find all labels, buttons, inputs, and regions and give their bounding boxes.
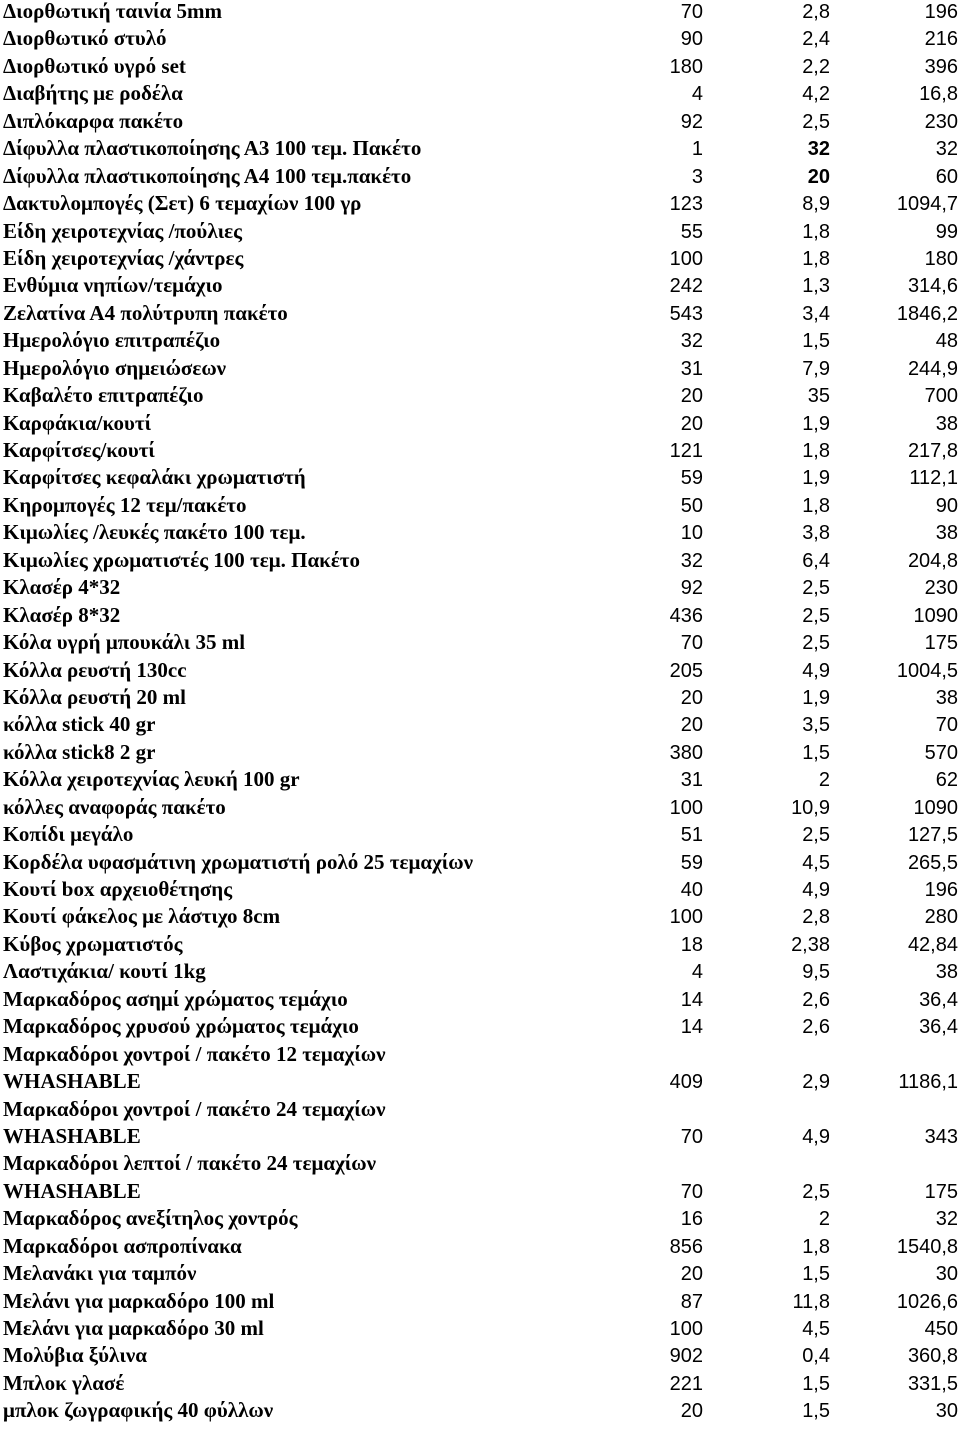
item-name	[3, 247, 643, 269]
item-name	[3, 796, 643, 818]
item-name	[3, 1317, 643, 1339]
item-quantity: 10	[680, 522, 703, 545]
item-name	[3, 0, 643, 22]
item-total: 38	[935, 522, 958, 545]
item-unit-price: 1,5	[802, 330, 830, 353]
table-row	[0, 686, 960, 713]
item-name	[3, 1344, 643, 1366]
item-quantity: 543	[669, 302, 703, 325]
item-quantity: 59	[680, 467, 703, 490]
table-row	[0, 878, 960, 905]
item-unit-price: 1,5	[802, 1263, 830, 1286]
item-name-line: Κιμωλίες χρωματιστές 100 τεμ. Πακέτο	[3, 547, 360, 572]
table-row	[0, 741, 960, 768]
item-quantity: 3	[691, 165, 703, 188]
item-total: 230	[924, 577, 958, 600]
item-quantity: 90	[680, 28, 703, 51]
item-quantity: 123	[669, 193, 703, 216]
item-quantity: 242	[669, 275, 703, 298]
item-total: 1186,1	[898, 1071, 958, 1094]
item-unit-price: 2,2	[802, 55, 830, 78]
item-name-line: κόλλα stick 40 gr	[3, 712, 156, 737]
item-name	[3, 110, 643, 132]
item-quantity: 180	[669, 55, 703, 78]
item-total: 700	[924, 385, 958, 408]
item-name-line: Διορθωτική ταινία 5mm	[3, 0, 223, 23]
item-unit-price: 1,8	[802, 220, 830, 243]
item-unit-price: 1,9	[802, 412, 830, 435]
item-name	[3, 412, 643, 434]
item-name	[3, 439, 643, 461]
item-name-line: Δίφυλλα πλαστικοποίησης Α4 100 τεμ.πακέτο	[3, 163, 412, 188]
item-total: 265,5	[907, 851, 958, 874]
table-row	[0, 1098, 960, 1153]
item-unit-price: 1,9	[802, 686, 830, 709]
item-total: 99	[935, 220, 958, 243]
table-row	[0, 357, 960, 384]
item-name-line: Μελανάκι για ταμπόν	[3, 1261, 197, 1286]
item-name-line: Κοπίδι μεγάλο	[3, 822, 134, 847]
item-total: 48	[935, 330, 958, 353]
item-name-line: Καρφίτσες κεφαλάκι χρωματιστή	[3, 465, 306, 490]
item-quantity: 20	[680, 714, 703, 737]
item-name-line: Κόλλα ρευστή 20 ml	[3, 684, 187, 709]
item-quantity: 205	[669, 659, 703, 682]
table-row	[0, 220, 960, 247]
table-row	[0, 576, 960, 603]
item-name-line: Ενθύμια νηπίων/τεμάχιο	[3, 273, 223, 298]
item-total: 1026,6	[896, 1290, 958, 1313]
item-name	[3, 1098, 643, 1147]
item-name	[3, 576, 643, 598]
item-unit-price: 2,5	[802, 110, 830, 133]
item-total: 42,84	[907, 933, 958, 956]
item-quantity: 50	[680, 494, 703, 517]
item-unit-price: 1,3	[802, 275, 830, 298]
item-total: 1090	[913, 796, 958, 819]
item-name-line-2: WHASHABLE	[3, 1178, 141, 1203]
table-row	[0, 713, 960, 740]
item-quantity: 20	[680, 385, 703, 408]
item-name-line: Κλασέρ 4*32	[3, 575, 121, 600]
table-row	[0, 1317, 960, 1344]
item-total: 196	[924, 1, 958, 23]
item-unit-price: 2,8	[802, 906, 830, 929]
item-quantity: 14	[680, 1016, 703, 1039]
item-name-line: Καρφίτσες/κουτί	[3, 438, 155, 462]
item-name-line: Μπλοκ γλασέ	[3, 1370, 125, 1395]
item-name-line: Διπλόκαρφα πακέτο	[3, 108, 184, 133]
item-name-line: μπλοκ ζωγραφικής 40 φύλλων	[3, 1398, 274, 1423]
item-unit-price: 11,8	[792, 1290, 830, 1313]
item-name-line: Κόλα υγρή μπουκάλι 35 ml	[3, 630, 246, 655]
item-name	[3, 27, 643, 49]
item-unit-price: 32	[807, 138, 830, 161]
item-quantity: 100	[669, 247, 703, 270]
item-quantity: 4	[691, 83, 703, 106]
item-total: 314,6	[907, 275, 958, 298]
item-total: 1090	[913, 604, 958, 627]
table-row	[0, 768, 960, 795]
item-unit-price: 2,5	[802, 632, 830, 655]
item-total: 38	[935, 686, 958, 709]
item-name	[3, 549, 643, 571]
item-name-line: Δίφυλλα πλαστικοποίησης Α3 100 τεμ. Πακέτο	[3, 136, 422, 161]
item-name	[3, 659, 643, 681]
item-unit-price: 3,8	[802, 522, 830, 545]
item-unit-price: 1,8	[802, 440, 830, 462]
item-name	[3, 960, 643, 982]
item-unit-price: 2,38	[791, 933, 830, 956]
item-name-line: Καβαλέτο επιτραπέζιο	[3, 383, 204, 408]
item-quantity: 70	[680, 1125, 703, 1148]
item-name-line: Κορδέλα υφασμάτινη χρωματιστή ρολό 25 τεμαχίων	[3, 849, 474, 874]
item-name-line: Ημερολόγιο επιτραπέζιο	[3, 328, 221, 353]
item-total: 230	[924, 110, 958, 133]
item-name	[3, 604, 643, 626]
item-unit-price: 3,5	[802, 714, 830, 737]
item-total: 60	[935, 165, 958, 188]
item-quantity: 100	[669, 1318, 703, 1341]
item-name	[3, 905, 643, 927]
item-name	[3, 768, 643, 790]
item-unit-price: 1,8	[802, 247, 830, 270]
item-unit-price: 1,8	[802, 494, 830, 517]
table-row	[0, 494, 960, 521]
item-name-line: Διορθωτικό στυλό	[3, 26, 167, 51]
item-quantity: 20	[680, 686, 703, 709]
table-row	[0, 1207, 960, 1234]
table-row	[0, 247, 960, 274]
item-name-line: Μαρκαδόροι λεπτοί / πακέτο 24 τεμαχίων	[3, 1151, 377, 1176]
item-name	[3, 988, 643, 1010]
table-row	[0, 1290, 960, 1317]
item-unit-price: 20	[807, 165, 830, 188]
item-unit-price: 2,5	[802, 1180, 830, 1203]
item-name-line: Διαβήτης με ροδέλα	[3, 81, 183, 106]
item-total: 112,1	[909, 467, 958, 490]
item-quantity: 70	[680, 1, 703, 23]
item-quantity: 31	[680, 357, 703, 380]
item-name-line: Κύβος χρωματιστός	[3, 931, 183, 956]
item-unit-price: 1,5	[802, 1400, 830, 1423]
item-total: 343	[924, 1125, 958, 1148]
table-row	[0, 796, 960, 823]
item-quantity: 55	[680, 220, 703, 243]
item-unit-price: 8,9	[802, 193, 830, 216]
item-name-line: Καρφάκια/κουτί	[3, 410, 152, 435]
item-unit-price: 2,8	[802, 1, 830, 23]
item-total: 360,8	[907, 1345, 958, 1368]
item-name	[3, 384, 643, 406]
item-total: 127,5	[907, 824, 958, 847]
item-total: 175	[924, 1180, 958, 1203]
item-unit-price: 4,5	[802, 1318, 830, 1341]
item-quantity: 32	[680, 330, 703, 353]
item-unit-price: 3,4	[802, 302, 830, 325]
item-total: 32	[935, 1208, 958, 1231]
table-row	[0, 55, 960, 82]
table-row	[0, 1235, 960, 1262]
table-row	[0, 933, 960, 960]
item-unit-price: 2	[818, 1208, 830, 1231]
table-row	[0, 823, 960, 850]
item-total: 570	[924, 741, 958, 764]
item-quantity: 87	[680, 1290, 703, 1313]
item-total: 30	[935, 1400, 958, 1423]
item-name-line: Διορθωτικό υγρό set	[3, 53, 186, 78]
item-total: 1004,5	[896, 659, 958, 682]
item-name-line: Μελάνι για μαρκαδόρο 100 ml	[3, 1288, 275, 1313]
item-total: 216	[924, 28, 958, 51]
item-name-line: Μαρκαδόροι χοντροί / πακέτο 24 τεμαχίων	[3, 1096, 386, 1121]
item-quantity: 856	[669, 1235, 703, 1258]
table-row	[0, 82, 960, 109]
table-row	[0, 988, 960, 1015]
item-name	[3, 192, 643, 214]
item-unit-price: 7,9	[802, 357, 830, 380]
item-name-line: Μαρκαδόρος ανεξίτηλος χοντρός	[3, 1206, 298, 1231]
item-name-line: Λαστιχάκια/ κουτί 1kg	[3, 959, 206, 984]
item-total: 180	[924, 247, 958, 270]
item-name	[3, 1262, 643, 1284]
table-row	[0, 549, 960, 576]
table-row	[0, 439, 960, 466]
item-total: 196	[924, 879, 958, 901]
item-unit-price: 9,5	[802, 961, 830, 984]
item-quantity: 20	[680, 1400, 703, 1423]
item-total: 32	[935, 138, 958, 161]
item-unit-price: 2	[818, 769, 830, 792]
item-total: 90	[935, 494, 958, 517]
item-name	[3, 357, 643, 379]
item-total: 36,4	[919, 1016, 958, 1039]
item-name-line: Μαρκαδόρος ασημί χρώματος τεμάχιο	[3, 986, 348, 1011]
item-unit-price: 2,5	[802, 604, 830, 627]
item-unit-price: 10,9	[791, 796, 830, 819]
table-row	[0, 384, 960, 411]
item-name-line-2: WHASHABLE	[3, 1123, 141, 1148]
item-name	[3, 274, 643, 296]
item-name-line: Είδη χειροτεχνίας /χάντρες	[3, 245, 244, 270]
item-name	[3, 851, 643, 873]
item-name	[3, 466, 643, 488]
item-total: 1846,2	[896, 302, 958, 325]
item-name-line: Κλασέρ 8*32	[3, 602, 121, 627]
table-row	[0, 110, 960, 137]
item-name	[3, 878, 643, 900]
item-total: 331,5	[907, 1372, 958, 1395]
item-unit-price: 1,8	[802, 1235, 830, 1258]
table-row	[0, 521, 960, 548]
table-row	[0, 0, 960, 27]
table-row	[0, 631, 960, 658]
item-name-line: Κιμωλίες /λευκές πακέτο 100 τεμ.	[3, 520, 306, 545]
item-name-line: Μαρκαδόρος χρυσού χρώματος τεμάχιο	[3, 1014, 359, 1039]
item-name-line: κόλλα stick8 2 gr	[3, 739, 156, 764]
item-name-line: Ημερολόγιο σημειώσεων	[3, 355, 227, 380]
item-quantity: 70	[680, 632, 703, 655]
item-quantity: 59	[680, 851, 703, 874]
item-total: 30	[935, 1263, 958, 1286]
table-row	[0, 412, 960, 439]
item-name	[3, 1399, 643, 1421]
item-name-line: Είδη χειροτεχνίας /πούλιες	[3, 218, 242, 243]
item-quantity: 32	[680, 549, 703, 572]
item-name	[3, 1372, 643, 1394]
table-row	[0, 1372, 960, 1399]
item-unit-price: 2,6	[802, 988, 830, 1011]
item-unit-price: 1,5	[802, 741, 830, 764]
table-row	[0, 137, 960, 164]
item-quantity: 51	[680, 824, 703, 847]
item-name-line: Μαρκαδόροι ασπροπίνακα	[3, 1233, 242, 1258]
item-name	[3, 1235, 643, 1257]
item-unit-price: 4,9	[802, 879, 830, 901]
item-name-line: Κόλλα χειροτεχνίας λευκή 100 gr	[3, 767, 300, 792]
item-unit-price: 0,4	[802, 1345, 830, 1368]
item-total: 16,8	[919, 83, 958, 106]
table-row	[0, 1344, 960, 1371]
item-quantity: 902	[669, 1345, 703, 1368]
item-unit-price: 1,9	[802, 467, 830, 490]
item-name-line: Μελάνι για μαρκαδόρο 30 ml	[3, 1316, 264, 1341]
table-row	[0, 659, 960, 686]
item-total: 1540,8	[896, 1235, 958, 1258]
table-row	[0, 1043, 960, 1098]
item-unit-price: 2,9	[802, 1071, 830, 1094]
item-quantity: 100	[669, 906, 703, 929]
table-row	[0, 165, 960, 192]
item-total: 450	[924, 1318, 958, 1341]
item-quantity: 40	[680, 879, 703, 901]
table-row	[0, 192, 960, 219]
table-row	[0, 329, 960, 356]
item-unit-price: 4,5	[802, 851, 830, 874]
item-unit-price: 6,4	[802, 549, 830, 572]
table-row	[0, 1152, 960, 1207]
item-total: 38	[935, 961, 958, 984]
item-quantity: 92	[680, 110, 703, 133]
item-name-line: Κόλλα ρευστή 130cc	[3, 657, 187, 682]
item-name-line-2: WHASHABLE	[3, 1069, 141, 1094]
item-total: 70	[935, 714, 958, 737]
item-name	[3, 713, 643, 735]
item-name	[3, 631, 643, 653]
item-quantity: 20	[680, 412, 703, 435]
item-total: 280	[924, 906, 958, 929]
item-name	[3, 302, 643, 324]
item-name-line: Δακτυλομπογές (Σετ) 6 τεμαχίων 100 γρ	[3, 191, 362, 216]
table-row	[0, 274, 960, 301]
table-row	[0, 1015, 960, 1042]
item-name-line: Κηρομπογές 12 τεμ/πακέτο	[3, 492, 247, 517]
item-name-line: κόλλες αναφοράς πακέτο	[3, 794, 226, 819]
item-quantity: 18	[680, 933, 703, 956]
item-unit-price: 2,5	[802, 577, 830, 600]
item-name-line: Μολύβια ξύλινα	[3, 1343, 147, 1368]
item-quantity: 100	[669, 796, 703, 819]
item-unit-price: 4,9	[802, 1125, 830, 1148]
item-name	[3, 137, 643, 159]
item-name	[3, 1290, 643, 1312]
item-quantity: 31	[680, 769, 703, 792]
item-quantity: 16	[680, 1208, 703, 1231]
item-name	[3, 1152, 643, 1201]
item-name	[3, 55, 643, 77]
item-name-line: Κουτί φάκελος με λάστιχο 8cm	[3, 904, 281, 929]
item-name	[3, 165, 643, 187]
item-unit-price: 35	[807, 385, 830, 408]
item-total: 62	[935, 769, 958, 792]
table-row	[0, 1262, 960, 1289]
item-unit-price: 2,6	[802, 1016, 830, 1039]
item-total: 36,4	[919, 988, 958, 1011]
item-name	[3, 521, 643, 543]
item-quantity: 1	[691, 138, 703, 161]
item-name	[3, 82, 643, 104]
item-total: 38	[935, 412, 958, 435]
item-unit-price: 4,9	[802, 659, 830, 682]
item-total: 217,8	[907, 440, 958, 462]
table-row	[0, 851, 960, 878]
item-unit-price: 4,2	[802, 83, 830, 106]
table-row	[0, 302, 960, 329]
item-quantity: 436	[669, 604, 703, 627]
item-unit-price: 1,5	[802, 1372, 830, 1395]
table-row	[0, 1399, 960, 1426]
item-unit-price: 2,4	[802, 28, 830, 51]
item-name	[3, 494, 643, 516]
item-total: 1094,7	[896, 193, 958, 216]
item-name-line: Ζελατίνα Α4 πολύτρυπη πακέτο	[3, 300, 288, 325]
item-total: 396	[924, 55, 958, 78]
item-name	[3, 741, 643, 763]
item-name-line: Κουτί box αρχειοθέτησης	[3, 877, 233, 901]
item-quantity: 20	[680, 1263, 703, 1286]
item-name-line: Μαρκαδόροι χοντροί / πακέτο 12 τεμαχίων	[3, 1041, 386, 1066]
table-row	[0, 905, 960, 932]
item-name	[3, 220, 643, 242]
item-name	[3, 686, 643, 708]
table-row	[0, 960, 960, 987]
item-quantity: 92	[680, 577, 703, 600]
item-quantity: 14	[680, 988, 703, 1011]
item-total: 175	[924, 632, 958, 655]
item-name	[3, 933, 643, 955]
item-name	[3, 329, 643, 351]
table-row	[0, 27, 960, 54]
item-unit-price: 2,5	[802, 824, 830, 847]
item-total: 244,9	[907, 357, 958, 380]
table-row	[0, 466, 960, 493]
item-name	[3, 1015, 643, 1037]
item-name	[3, 823, 643, 845]
item-quantity: 70	[680, 1180, 703, 1203]
item-name	[3, 1043, 643, 1092]
item-total: 204,8	[907, 549, 958, 572]
item-quantity: 409	[669, 1071, 703, 1094]
item-quantity: 121	[669, 440, 703, 462]
item-quantity: 4	[691, 961, 703, 984]
item-name	[3, 1207, 643, 1229]
table-row	[0, 604, 960, 631]
item-quantity: 380	[669, 741, 703, 764]
item-quantity: 221	[669, 1372, 703, 1395]
